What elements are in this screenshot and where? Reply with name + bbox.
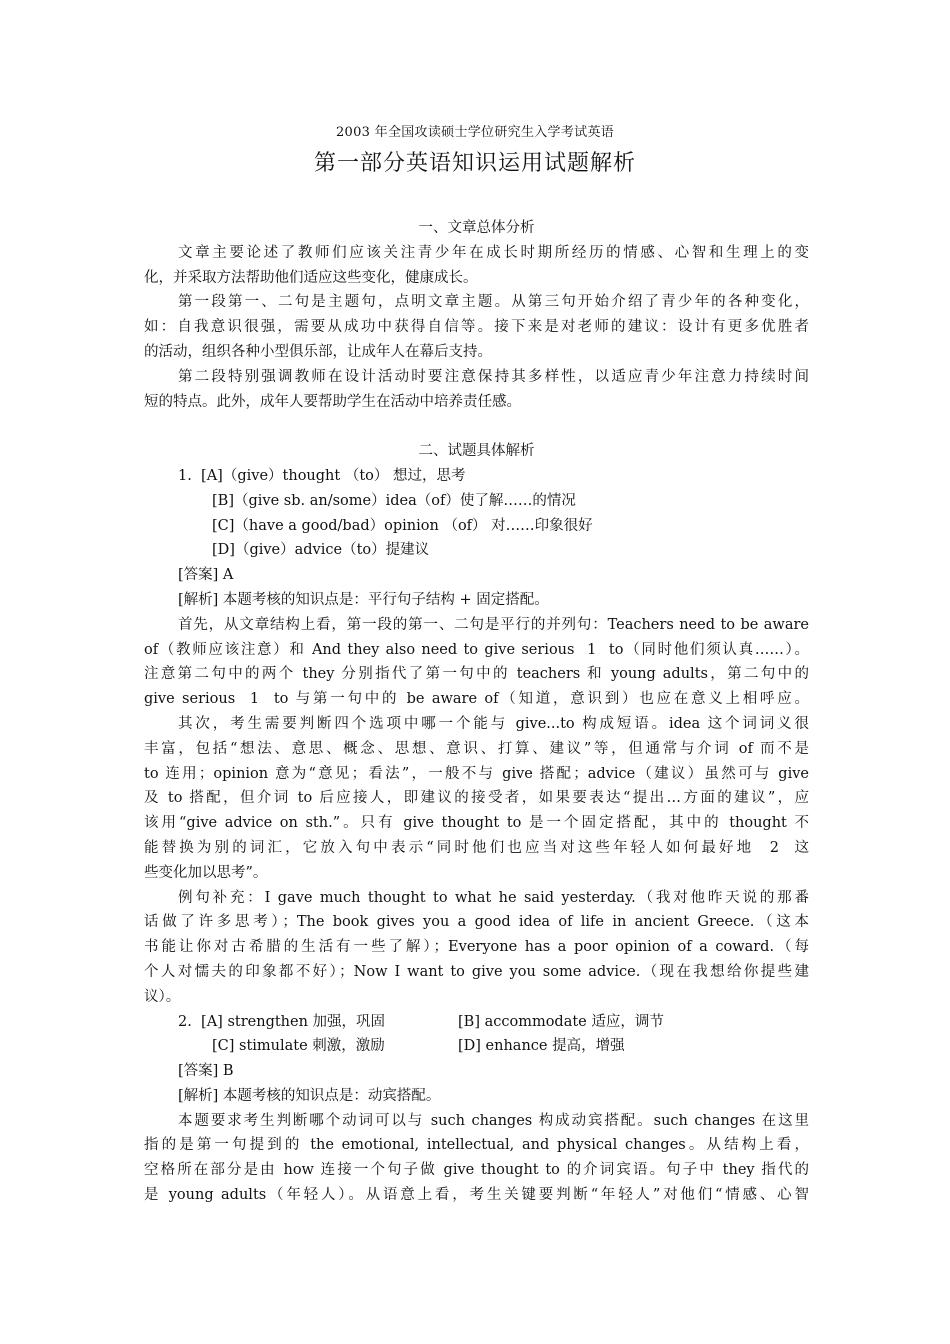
option-item: [C] stimulate 刺激，激励	[212, 1038, 385, 1055]
paragraph-line: 其次，考生需要判断四个选项中哪一个能与 give...to 构成短语。idea 这个词词义很	[178, 715, 809, 732]
paragraph-line: 些变化加以思考”。	[144, 864, 268, 881]
document-subtitle: 2003 年全国攻读硕士学位研究生入学考试英语	[335, 125, 615, 140]
option-row	[144, 1034, 809, 1059]
paragraph-line: 指的是第一句提到的 the emotional, intellectual, and physical changes。从结构上看，	[144, 1137, 809, 1154]
paragraph-line: 注意第二句中的两个 they 分别指代了第一句中的 teachers 和 young adults，第二句中的	[144, 666, 809, 683]
paragraph-line: 例句补充：I gave much thought to what he said yesterday.（我对他昨天说的那番	[178, 889, 809, 906]
option-item: [D] enhance 提高，增强	[458, 1038, 625, 1055]
paragraph-line: 及 to 搭配，但介词 to 后应接人，即建议的接受者，如果要表达“提出…方面的建议”，应	[144, 790, 809, 807]
answer-line: [答案] A	[178, 567, 234, 584]
paragraph-line: 本题要求考生判断哪个动词可以与 such changes 构成动宾搭配。such changes 在这里	[178, 1112, 809, 1129]
section-heading: 一、文章总体分析	[418, 220, 535, 236]
analysis-label: [解析] 本题考核的知识点是：动宾搭配。	[178, 1087, 441, 1104]
paragraph-line: 是 young adults（年轻人）。从语意上看，考生关键要判断“年轻人”对他们“情感、心智	[144, 1187, 809, 1204]
paragraph-line: 如：自我意识很强，需要从成功中获得自信等。接下来是对老师的建议：设计有更多优胜者	[144, 319, 809, 336]
paragraph-line: to 连用；opinion 意为“意见；看法”，一般不与 give 搭配；advice（建议）虽然可与 give	[144, 765, 809, 782]
option-item: [B] accommodate 适应，调节	[458, 1013, 664, 1030]
paragraph-line: 文章主要论述了教师们应该关注青少年在成长时期所经历的情感、心智和生理上的变	[178, 244, 809, 261]
option-row	[144, 1010, 809, 1035]
document-title: 第一部分英语知识运用试题解析	[313, 151, 636, 176]
paragraph-line: 的活动，组织各种小型俱乐部，让成年人在幕后支持。	[144, 343, 492, 360]
paragraph-line: 议）。	[144, 988, 181, 1005]
document-body	[144, 216, 809, 1208]
analysis-label: [解析] 本题考核的知识点是：平行句子结构 + 固定搭配。	[178, 591, 549, 608]
option-line: [D]（give）advice（to）提建议	[212, 542, 430, 559]
option-item: 2. [A] strengthen 加强，巩固	[178, 1013, 386, 1030]
paragraph-line: 话做了许多思考）；The book gives you a good idea of life in ancient Greece.（这本	[144, 914, 809, 931]
option-line: [B]（give sb. an/some）idea（of）使了解……的情况	[212, 492, 576, 509]
paragraph-line: 化，并采取方法帮助他们适应这些变化，健康成长。	[144, 269, 478, 286]
paragraph-line: 第一段第一、二句是主题句，点明文章主题。从第三句开始介绍了青少年的各种变化，	[178, 294, 809, 311]
option-line: 1. [A]（give）thought （to） 想过，思考	[178, 467, 466, 484]
paragraph-line: 书能让你对古希腊的生活有一些了解）；Everyone has a poor opinion of a coward.（每	[144, 939, 809, 956]
paragraph-line: 空格所在部分是由 how 连接一个句子做 give thought to 的介词宾语。句子中 they 指代的	[144, 1162, 809, 1179]
paragraph-line: 丰富，包括“想法、意思、概念、思想、意识、打算、建议”等，但通常与介词 of 而不是	[144, 740, 809, 757]
paragraph-line: 能替换为别的词汇，它放入句中表示“同时他们也应当对这些年轻人如何最好地 2 这	[144, 839, 809, 856]
paragraph-line: of（教师应该注意）和 And they also need to give serious 1 to（同时他们须认真……）。	[144, 641, 809, 658]
section-heading: 二、试题具体解析	[418, 443, 535, 460]
answer-line: [答案] B	[178, 1063, 234, 1080]
paragraph-line: 首先，从文章结构上看，第一段的第一、二句是平行的并列句：Teachers need to be aware	[178, 616, 809, 633]
paragraph-line: give serious 1 to 与第一句中的 be aware of（知道，意识到）也应在意义上相呼应。	[144, 691, 809, 708]
paragraph-line: 个人对懦夫的印象都不好）；Now I want to give you some advice.（现在我想给你提些建	[144, 963, 809, 980]
paragraph-line: 该用“give advice on sth.”。只有 give thought to 是一个固定搭配，其中的 thought 不	[144, 815, 809, 832]
paragraph-line: 短的特点。此外，成年人要帮助学生在活动中培养责任感。	[144, 393, 521, 410]
paragraph-line: 第二段特别强调教师在设计活动时要注意保持其多样性，以适应青少年注意力持续时间	[178, 368, 809, 385]
spacer	[144, 414, 809, 439]
option-line: [C]（have a good/bad）opinion （of） 对……印象很好	[212, 517, 593, 534]
